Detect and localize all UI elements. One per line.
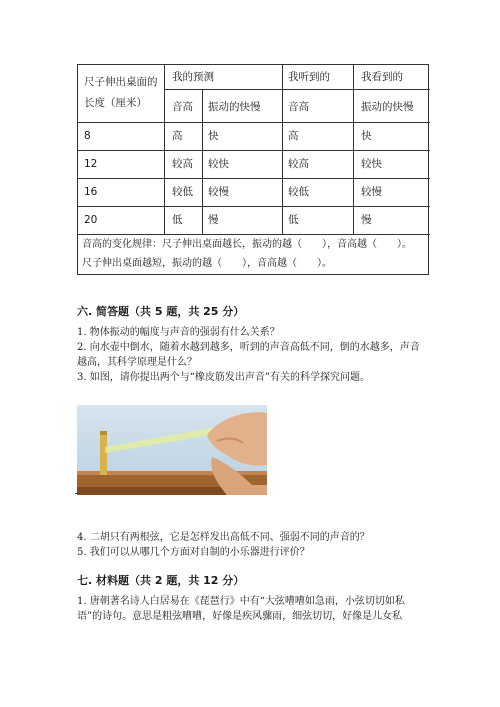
row-pred-speed: 较快	[208, 158, 229, 170]
header-pred-pitch: 音高	[172, 101, 193, 113]
row-pred-speed: 较慢	[208, 186, 229, 198]
header-pred-speed: 振动的快慢	[208, 101, 261, 113]
row-length: 20	[84, 214, 98, 226]
header-seen: 我看到的	[361, 71, 403, 83]
header-length-line2: 长度（厘米）	[84, 97, 147, 109]
header-length-line1: 尺子伸出桌面的	[84, 76, 158, 88]
image-caption-dash	[75, 493, 80, 494]
row-pred-pitch: 低	[172, 214, 183, 226]
row-seen-speed: 较慢	[361, 186, 382, 198]
experiment-table	[77, 64, 429, 275]
question-2-line2: 越高，其科学原理是什么？	[77, 357, 197, 368]
question-4: 4. 二胡只有两根弦，它是怎样发出高低不同、强弱不同的声音的？	[77, 532, 370, 543]
conclusion-line1: 音高的变化规律：尺子伸出桌面越长，振动的越（ ），音高越（ ）。	[82, 239, 412, 250]
header-seen-speed: 振动的快慢	[361, 101, 414, 113]
row-pred-pitch: 较低	[172, 186, 193, 198]
question-2-line1: 2. 向水壶中倒水，随着水越到越多，听到的声音高低不同，倒的水越多，声音	[77, 342, 420, 353]
row-length: 16	[84, 186, 98, 198]
row-heard-pitch: 较高	[288, 158, 309, 170]
row-heard-pitch: 高	[288, 130, 299, 142]
conclusion-line2: 尺子伸出桌面越短，振动的越（ ），音高越（ ）。	[82, 258, 332, 269]
row-pred-speed: 快	[208, 130, 219, 142]
row-pred-pitch: 较高	[172, 158, 193, 170]
material-line1: 1. 唐朝著名诗人白居易在《琵琶行》中有“大弦嘈嘈如急雨，小弦切切如私	[77, 596, 405, 607]
row-heard-pitch: 较低	[288, 186, 309, 198]
header-heard: 我听到的	[288, 71, 330, 83]
row-heard-pitch: 低	[288, 214, 299, 226]
row-pred-pitch: 高	[172, 130, 183, 142]
section7-title: 七. 材料题（共 2 题，共 12 分）	[77, 574, 245, 587]
row-length: 12	[84, 158, 98, 170]
header-heard-pitch: 音高	[288, 101, 309, 113]
row-seen-speed: 快	[361, 130, 372, 142]
row-pred-speed: 慢	[208, 214, 219, 226]
header-prediction: 我的预测	[172, 71, 214, 83]
section6-title: 六. 简答题（共 5 题，共 25 分）	[77, 305, 245, 318]
question-5: 5. 我们可以从哪几个方面对自制的小乐器进行评价？	[77, 547, 310, 558]
rubber-band-photo	[77, 405, 267, 495]
row-seen-speed: 慢	[361, 214, 372, 226]
row-length: 8	[84, 130, 91, 142]
row-seen-speed: 较快	[361, 158, 382, 170]
question-1: 1. 物体振动的幅度与声音的强弱有什么关系？	[77, 327, 280, 338]
question-3: 3. 如图，请你提出两个与“橡皮筋发出声音”有关的科学探究问题。	[77, 372, 370, 383]
material-line2: 语”的诗句。意思是粗弦嘈嘈，好像是疾风骤雨，细弦切切，好像是儿女私	[77, 611, 403, 622]
